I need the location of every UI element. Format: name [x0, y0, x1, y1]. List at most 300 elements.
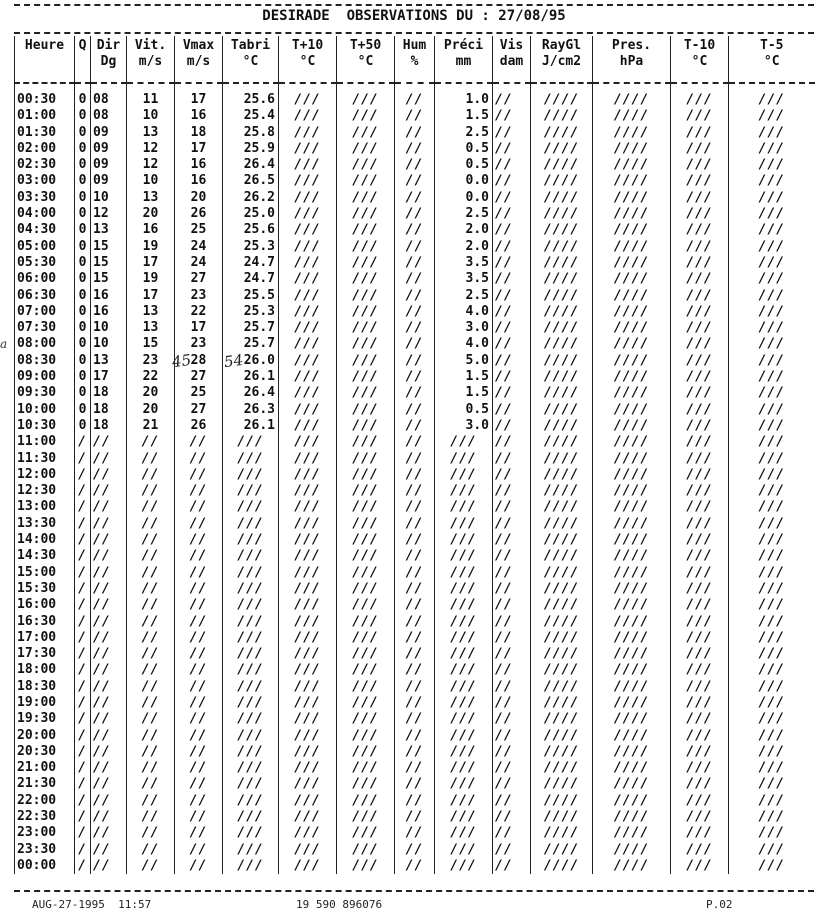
cell-t-plus10: /// — [279, 695, 337, 711]
cell-t-minus5: /// — [729, 793, 815, 809]
cell-vit: // — [127, 776, 175, 792]
cell-raygl: //// — [531, 695, 593, 711]
cell-t-plus50: /// — [337, 418, 395, 434]
cell-vmax: 20 — [175, 190, 223, 206]
table-row — [15, 125, 815, 141]
cell-raygl: //// — [531, 581, 593, 597]
cell-vit: 13 — [127, 320, 175, 336]
cell-vis: // — [493, 125, 531, 141]
cell-hum: // — [395, 83, 435, 108]
cell-heure: 00:00 — [15, 858, 75, 874]
cell-pres: //// — [593, 842, 671, 858]
cell-hum: // — [395, 125, 435, 141]
cell-vmax: // — [175, 793, 223, 809]
table-row — [15, 418, 815, 434]
cell-heure: 14:30 — [15, 548, 75, 564]
cell-t-minus10: /// — [671, 255, 729, 271]
cell-t-plus10: /// — [279, 581, 337, 597]
table-row — [15, 83, 815, 108]
cell-vis: // — [493, 108, 531, 124]
cell-dir: 08 — [91, 83, 127, 108]
cell-raygl: //// — [531, 402, 593, 418]
cell-tabri: /// — [223, 760, 279, 776]
cell-pres: //// — [593, 597, 671, 613]
cell-heure: 19:00 — [15, 695, 75, 711]
table-row — [15, 842, 815, 858]
cell-raygl: //// — [531, 336, 593, 352]
cell-vis: // — [493, 776, 531, 792]
header-raygl — [531, 36, 593, 83]
cell-t-minus5: /// — [729, 141, 815, 157]
cell-t-plus10: /// — [279, 711, 337, 727]
cell-tabri: 25.4 — [223, 108, 279, 124]
cell-preci: /// — [435, 597, 493, 613]
cell-pres: //// — [593, 418, 671, 434]
cell-vit: // — [127, 760, 175, 776]
cell-hum: // — [395, 451, 435, 467]
cell-q: / — [75, 809, 91, 825]
cell-t-plus50: /// — [337, 711, 395, 727]
cell-vit: // — [127, 597, 175, 613]
cell-t-plus50: /// — [337, 597, 395, 613]
cell-hum: // — [395, 483, 435, 499]
cell-q: 0 — [75, 353, 91, 369]
cell-vit: // — [127, 695, 175, 711]
cell-raygl: //// — [531, 614, 593, 630]
cell-raygl: //// — [531, 793, 593, 809]
cell-vis: // — [493, 353, 531, 369]
cell-preci: /// — [435, 679, 493, 695]
cell-hum: // — [395, 646, 435, 662]
cell-tabri: 24.7 — [223, 271, 279, 287]
cell-vmax: // — [175, 499, 223, 515]
cell-vis: // — [493, 190, 531, 206]
cell-q: / — [75, 581, 91, 597]
cell-t-minus5: /// — [729, 842, 815, 858]
cell-preci: 0.5 — [435, 141, 493, 157]
cell-t-minus5: /// — [729, 385, 815, 401]
cell-q: / — [75, 825, 91, 841]
cell-t-plus10: /// — [279, 206, 337, 222]
header-t-minus10-label: T-10 — [683, 38, 716, 53]
cell-vis: // — [493, 597, 531, 613]
cell-preci: 0.5 — [435, 157, 493, 173]
cell-t-plus50: /// — [337, 304, 395, 320]
header-raygl-unit: J/cm2 — [541, 54, 582, 69]
cell-raygl: //// — [531, 190, 593, 206]
cell-t-minus5: /// — [729, 451, 815, 467]
cell-t-plus50: /// — [337, 646, 395, 662]
cell-vis: // — [493, 744, 531, 760]
cell-vis: // — [493, 157, 531, 173]
table-row — [15, 662, 815, 678]
cell-t-minus10: /// — [671, 728, 729, 744]
cell-preci: /// — [435, 565, 493, 581]
header-hum — [395, 36, 435, 83]
cell-hum: // — [395, 255, 435, 271]
cell-heure: 23:30 — [15, 842, 75, 858]
cell-t-plus10: /// — [279, 825, 337, 841]
bottom-dashed-rule — [14, 890, 814, 892]
cell-t-minus5: /// — [729, 728, 815, 744]
cell-raygl: //// — [531, 825, 593, 841]
cell-hum: // — [395, 597, 435, 613]
cell-t-plus50: /// — [337, 402, 395, 418]
cell-q: 0 — [75, 206, 91, 222]
cell-tabri: 26.4 — [223, 385, 279, 401]
cell-q: / — [75, 646, 91, 662]
table-row — [15, 304, 815, 320]
cell-vis: // — [493, 288, 531, 304]
cell-dir: // — [91, 728, 127, 744]
cell-heure: 01:00 — [15, 108, 75, 124]
footer-date-time: AUG-27-1995 11:57 — [32, 898, 152, 911]
cell-vit: // — [127, 499, 175, 515]
cell-pres: //// — [593, 858, 671, 874]
cell-tabri: 25.7 — [223, 320, 279, 336]
cell-vis: // — [493, 483, 531, 499]
cell-t-minus10: /// — [671, 271, 729, 287]
cell-t-plus50: /// — [337, 662, 395, 678]
cell-q: 0 — [75, 125, 91, 141]
cell-t-minus10: /// — [671, 825, 729, 841]
cell-t-plus10: /// — [279, 336, 337, 352]
cell-q: 0 — [75, 288, 91, 304]
cell-t-minus10: /// — [671, 83, 729, 108]
cell-raygl: //// — [531, 744, 593, 760]
cell-hum: // — [395, 173, 435, 189]
cell-dir: // — [91, 695, 127, 711]
cell-preci: /// — [435, 728, 493, 744]
cell-raygl: //// — [531, 141, 593, 157]
cell-q: 0 — [75, 157, 91, 173]
header-t-minus5 — [729, 36, 815, 83]
cell-pres: //// — [593, 353, 671, 369]
cell-pres: //// — [593, 532, 671, 548]
cell-vit: // — [127, 451, 175, 467]
cell-t-minus10: /// — [671, 385, 729, 401]
cell-t-plus50: /// — [337, 858, 395, 874]
cell-tabri: /// — [223, 809, 279, 825]
cell-heure: 04:00 — [15, 206, 75, 222]
cell-t-minus5: /// — [729, 614, 815, 630]
cell-dir: // — [91, 760, 127, 776]
cell-tabri: /// — [223, 825, 279, 841]
cell-t-minus10: /// — [671, 288, 729, 304]
cell-t-minus10: /// — [671, 483, 729, 499]
header-preci — [435, 36, 493, 83]
cell-q: / — [75, 744, 91, 760]
cell-vis: // — [493, 271, 531, 287]
cell-q: / — [75, 695, 91, 711]
cell-preci: 0.5 — [435, 402, 493, 418]
title-dashed-rule — [14, 32, 814, 34]
cell-hum: // — [395, 630, 435, 646]
cell-preci: 1.0 — [435, 83, 493, 108]
cell-hum: // — [395, 695, 435, 711]
cell-tabri: /// — [223, 630, 279, 646]
cell-q: / — [75, 793, 91, 809]
cell-vmax: // — [175, 679, 223, 695]
cell-q: 0 — [75, 418, 91, 434]
cell-t-minus5: /// — [729, 190, 815, 206]
cell-vit: // — [127, 516, 175, 532]
cell-raygl: //// — [531, 809, 593, 825]
cell-t-plus10: /// — [279, 173, 337, 189]
cell-vmax: // — [175, 825, 223, 841]
cell-vis: // — [493, 842, 531, 858]
cell-tabri: 26.0 — [223, 353, 279, 369]
cell-t-plus10: /// — [279, 728, 337, 744]
cell-t-plus10: /// — [279, 646, 337, 662]
cell-t-minus5: /// — [729, 336, 815, 352]
cell-vmax: 24 — [175, 239, 223, 255]
cell-preci: 2.5 — [435, 206, 493, 222]
cell-q: 0 — [75, 141, 91, 157]
cell-preci: /// — [435, 581, 493, 597]
cell-q: 0 — [75, 173, 91, 189]
cell-t-minus5: /// — [729, 565, 815, 581]
cell-vmax: // — [175, 451, 223, 467]
header-tabri-unit: °C — [242, 54, 259, 69]
cell-t-minus10: /// — [671, 418, 729, 434]
cell-pres: //// — [593, 467, 671, 483]
header-vis-unit: dam — [499, 54, 524, 69]
cell-heure: 03:00 — [15, 173, 75, 189]
cell-t-minus5: /// — [729, 369, 815, 385]
header-tabri — [223, 36, 279, 83]
cell-vit: 11 — [127, 83, 175, 108]
cell-tabri: /// — [223, 483, 279, 499]
cell-vmax: // — [175, 434, 223, 450]
cell-hum: // — [395, 760, 435, 776]
cell-dir: 16 — [91, 288, 127, 304]
cell-t-plus10: /// — [279, 842, 337, 858]
cell-t-minus10: /// — [671, 695, 729, 711]
cell-pres: //// — [593, 108, 671, 124]
cell-tabri: /// — [223, 451, 279, 467]
cell-t-plus50: /// — [337, 695, 395, 711]
cell-vit: 19 — [127, 239, 175, 255]
cell-t-plus50: /// — [337, 776, 395, 792]
cell-vit: // — [127, 646, 175, 662]
cell-t-minus10: /// — [671, 532, 729, 548]
cell-t-minus5: /// — [729, 173, 815, 189]
cell-raygl: //// — [531, 353, 593, 369]
cell-vis: // — [493, 858, 531, 874]
document-title: DESIRADE OBSERVATIONS DU : 27/08/95 — [262, 8, 566, 24]
cell-dir: // — [91, 548, 127, 564]
cell-raygl: //// — [531, 157, 593, 173]
table-row — [15, 695, 815, 711]
cell-hum: // — [395, 369, 435, 385]
cell-hum: // — [395, 467, 435, 483]
cell-hum: // — [395, 271, 435, 287]
cell-vmax: // — [175, 532, 223, 548]
cell-heure: 06:00 — [15, 271, 75, 287]
cell-vis: // — [493, 793, 531, 809]
cell-dir: 13 — [91, 353, 127, 369]
header-vmax-label: Vmax — [182, 38, 215, 53]
cell-hum: // — [395, 418, 435, 434]
table-row — [15, 630, 815, 646]
cell-hum: // — [395, 728, 435, 744]
cell-t-minus10: /// — [671, 402, 729, 418]
cell-t-minus5: /// — [729, 532, 815, 548]
cell-tabri: 26.4 — [223, 157, 279, 173]
cell-t-minus10: /// — [671, 173, 729, 189]
cell-pres: //// — [593, 336, 671, 352]
cell-raygl: //// — [531, 222, 593, 238]
cell-heure: 22:00 — [15, 793, 75, 809]
cell-vis: // — [493, 679, 531, 695]
cell-heure: 02:00 — [15, 141, 75, 157]
cell-vis: // — [493, 83, 531, 108]
cell-t-plus10: /// — [279, 858, 337, 874]
header-t-minus5-unit: °C — [763, 54, 780, 69]
cell-vis: // — [493, 581, 531, 597]
cell-pres: //// — [593, 760, 671, 776]
cell-tabri: 24.7 — [223, 255, 279, 271]
table-row — [15, 173, 815, 189]
cell-hum: // — [395, 108, 435, 124]
cell-vmax: 17 — [175, 141, 223, 157]
cell-t-plus10: /// — [279, 141, 337, 157]
cell-preci: 4.0 — [435, 336, 493, 352]
cell-preci: 3.5 — [435, 271, 493, 287]
header-hum-unit: % — [410, 54, 419, 69]
cell-tabri: /// — [223, 793, 279, 809]
table-row — [15, 402, 815, 418]
cell-t-plus10: /// — [279, 776, 337, 792]
header-t-minus5-label: T-5 — [760, 38, 784, 53]
table-row — [15, 255, 815, 271]
cell-preci: /// — [435, 451, 493, 467]
cell-raygl: //// — [531, 206, 593, 222]
cell-t-minus5: /// — [729, 239, 815, 255]
cell-q: / — [75, 858, 91, 874]
table-row — [15, 581, 815, 597]
cell-pres: //// — [593, 516, 671, 532]
cell-t-minus10: /// — [671, 809, 729, 825]
cell-raygl: //// — [531, 532, 593, 548]
cell-heure: 15:30 — [15, 581, 75, 597]
table-row — [15, 108, 815, 124]
cell-t-minus5: /// — [729, 418, 815, 434]
cell-t-plus10: /// — [279, 239, 337, 255]
cell-t-minus5: /// — [729, 271, 815, 287]
cell-raygl: //// — [531, 369, 593, 385]
table-row — [15, 222, 815, 238]
cell-heure: 10:00 — [15, 402, 75, 418]
cell-vit: 16 — [127, 222, 175, 238]
cell-dir: 09 — [91, 157, 127, 173]
cell-heure: 03:30 — [15, 190, 75, 206]
cell-q: / — [75, 842, 91, 858]
table-row — [15, 467, 815, 483]
cell-preci: 2.5 — [435, 288, 493, 304]
cell-vmax: 18 — [175, 125, 223, 141]
cell-vit: 21 — [127, 418, 175, 434]
cell-pres: //// — [593, 614, 671, 630]
cell-raygl: //// — [531, 173, 593, 189]
cell-vis: // — [493, 222, 531, 238]
cell-vmax: 16 — [175, 173, 223, 189]
cell-heure: 14:00 — [15, 532, 75, 548]
cell-raygl: //// — [531, 239, 593, 255]
cell-preci: 5.0 — [435, 353, 493, 369]
cell-pres: //// — [593, 255, 671, 271]
header-t-plus10-unit: °C — [299, 54, 316, 69]
table-row — [15, 809, 815, 825]
cell-raygl: //// — [531, 451, 593, 467]
cell-t-plus10: /// — [279, 532, 337, 548]
header-t-plus50-unit: °C — [357, 54, 374, 69]
cell-hum: // — [395, 842, 435, 858]
cell-vit: // — [127, 858, 175, 874]
cell-pres: //// — [593, 744, 671, 760]
cell-q: / — [75, 565, 91, 581]
cell-heure: 11:00 — [15, 434, 75, 450]
cell-t-plus10: /// — [279, 516, 337, 532]
cell-t-minus10: /// — [671, 744, 729, 760]
cell-hum: // — [395, 141, 435, 157]
cell-t-plus10: /// — [279, 288, 337, 304]
cell-hum: // — [395, 304, 435, 320]
cell-t-plus50: /// — [337, 760, 395, 776]
cell-preci: 0.0 — [435, 190, 493, 206]
cell-vis: // — [493, 499, 531, 515]
table-row — [15, 157, 815, 173]
cell-raygl: //// — [531, 483, 593, 499]
cell-vit: // — [127, 532, 175, 548]
cell-heure: 18:30 — [15, 679, 75, 695]
cell-raygl: //// — [531, 679, 593, 695]
cell-vit: // — [127, 565, 175, 581]
header-t-minus10-unit: °C — [691, 54, 708, 69]
cell-tabri: 26.5 — [223, 173, 279, 189]
cell-t-minus10: /// — [671, 711, 729, 727]
cell-vis: // — [493, 336, 531, 352]
cell-pres: //// — [593, 206, 671, 222]
cell-t-plus50: /// — [337, 793, 395, 809]
cell-pres: //// — [593, 499, 671, 515]
cell-vmax: // — [175, 483, 223, 499]
cell-t-minus10: /// — [671, 157, 729, 173]
cell-preci: /// — [435, 776, 493, 792]
cell-vit: 17 — [127, 255, 175, 271]
header-tabri-label: Tabri — [230, 38, 271, 53]
table-row — [15, 565, 815, 581]
cell-raygl: //// — [531, 548, 593, 564]
cell-pres: //// — [593, 239, 671, 255]
cell-tabri: /// — [223, 776, 279, 792]
cell-vis: // — [493, 516, 531, 532]
cell-dir: // — [91, 793, 127, 809]
cell-tabri: /// — [223, 858, 279, 874]
cell-vis: // — [493, 369, 531, 385]
cell-t-plus50: /// — [337, 825, 395, 841]
cell-vit: 13 — [127, 125, 175, 141]
cell-raygl: //// — [531, 728, 593, 744]
cell-raygl: //// — [531, 288, 593, 304]
cell-t-minus10: /// — [671, 108, 729, 124]
cell-vit: 19 — [127, 271, 175, 287]
header-hum-label: Hum — [402, 38, 427, 53]
cell-dir: // — [91, 809, 127, 825]
cell-heure: 18:00 — [15, 662, 75, 678]
cell-pres: //// — [593, 630, 671, 646]
